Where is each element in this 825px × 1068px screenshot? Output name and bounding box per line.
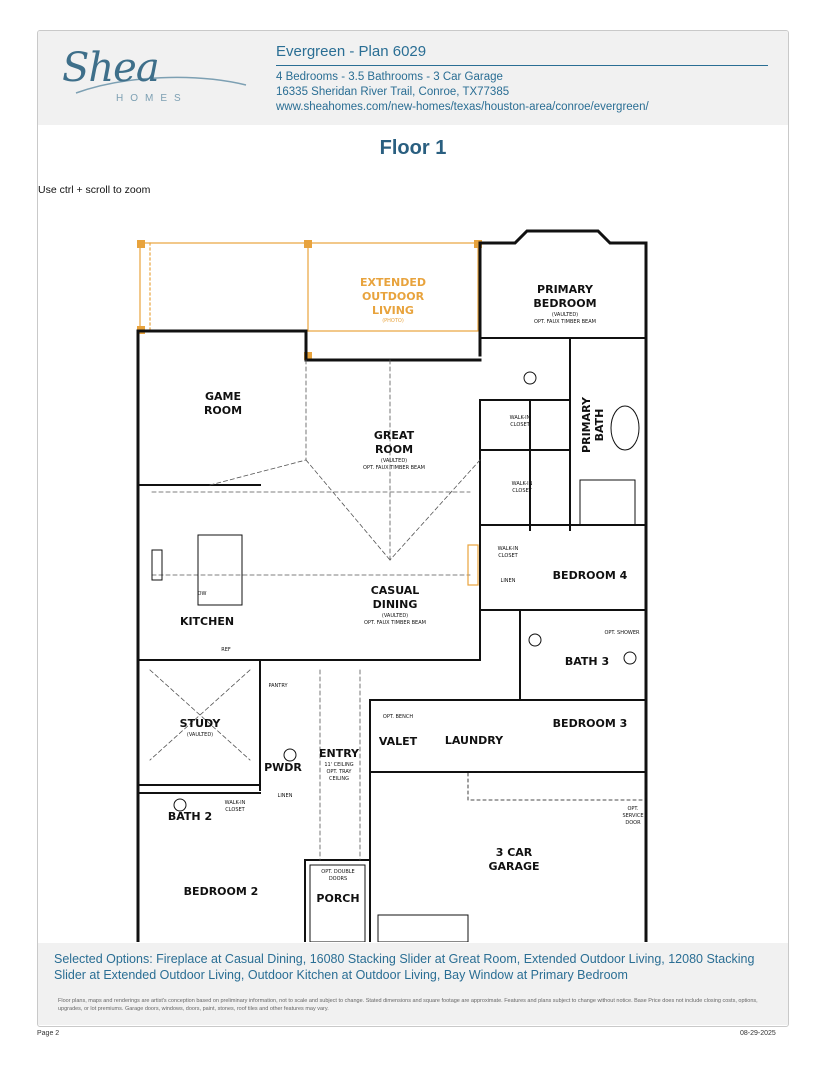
- great-room-sub2: OPT. FAUX TIMBER BEAM: [363, 465, 425, 471]
- porch-label: PORCH: [316, 892, 360, 905]
- walk-in-closet-1-label: WALK-IN: [509, 415, 531, 421]
- garage-label-2: GARAGE: [488, 860, 540, 873]
- bath-3-label: BATH 3: [564, 655, 610, 668]
- walk-in-closet-4-label-2: CLOSET: [225, 807, 245, 813]
- selected-options-text: Selected Options: Fireplace at Casual Dining, 16080 Stacking Slider at Great Room, Extended Outdoor Living, 12080 Stacking Slider at Extended Outdoor Living, Outdoor Kitchen at Outdoor Living, Bay Window at Primary Bedroom: [54, 952, 755, 982]
- walk-in-closet-2-label-2: CLOSET: [512, 488, 532, 494]
- extended-outdoor-living-sub: (PHOTO): [382, 318, 404, 324]
- walk-in-closet-3-label: WALK-IN: [497, 546, 519, 552]
- outdoor-living-outline: [140, 243, 478, 331]
- plan-address: 16335 Sheridan River Trail, Conroe, TX77385: [276, 86, 510, 98]
- dw-label: DW: [197, 591, 207, 597]
- great-room-label-2: ROOM: [374, 443, 414, 456]
- entry-sub-3: CEILING: [329, 776, 349, 782]
- zoom-hint: Use ctrl + scroll to zoom: [38, 184, 151, 196]
- game-room-label-2: ROOM: [203, 404, 243, 417]
- service-door-label-3: DOOR: [625, 820, 641, 826]
- bath-2-label: BATH 2: [167, 810, 213, 823]
- plan-specs: 4 Bedrooms - 3.5 Bathrooms - 3 Car Garage: [276, 71, 503, 83]
- title-rule: [276, 65, 768, 66]
- opt-shower-label: OPT. SHOWER: [604, 630, 640, 636]
- casual-dining-sub1: (VAULTED): [381, 613, 409, 619]
- plan-title: Evergreen - Plan 6029: [276, 43, 427, 60]
- primary-bath-label: PRIMARY: [580, 397, 593, 453]
- valet-label: VALET: [378, 735, 418, 748]
- garage-label: 3 CAR: [495, 846, 533, 859]
- service-door-label-1: OPT.: [627, 806, 639, 812]
- floor-title: Floor 1: [379, 137, 447, 159]
- entry-label: ENTRY: [318, 747, 360, 760]
- primary-bedroom-label: PRIMARY: [537, 283, 593, 296]
- pwdr-label: PWDR: [264, 761, 302, 774]
- page-number: Page 2: [37, 1030, 60, 1037]
- shower-icon: [580, 480, 635, 525]
- ref-label: REF: [221, 647, 231, 653]
- porch-door-label-1: OPT. DOUBLE: [321, 869, 355, 875]
- walk-in-closet-4-label: WALK-IN: [224, 800, 246, 806]
- primary-bedroom-sub1: (VAULTED): [551, 312, 579, 318]
- linen-1-label: LINEN: [500, 578, 516, 584]
- toilet-icon: [524, 372, 536, 384]
- bedroom-2-label: BEDROOM 2: [183, 885, 259, 898]
- primary-bath-label-2: BATH: [593, 408, 606, 442]
- service-door-label-2: SERVICE: [622, 813, 644, 819]
- bedroom-3-label: BEDROOM 3: [552, 717, 628, 730]
- great-room-label: GREAT: [373, 429, 415, 442]
- game-room-label: GAME: [204, 390, 242, 403]
- porch-door-label-2: DOORS: [328, 876, 348, 882]
- shea-homes-logo: [56, 45, 256, 115]
- walk-in-closet-1-label-2: CLOSET: [510, 422, 530, 428]
- plan-url[interactable]: www.sheahomes.com/new-homes/texas/houston-area/conroe/evergreen/: [276, 101, 649, 113]
- extended-outdoor-living-label-2: OUTDOOR: [361, 290, 425, 303]
- linen-2-label: LINEN: [277, 793, 293, 799]
- walk-in-closet-2-label: WALK-IN: [511, 481, 533, 487]
- pantry-label: PANTRY: [268, 683, 288, 689]
- casual-dining-label-2: DINING: [372, 598, 418, 611]
- laundry-label: LAUNDRY: [444, 734, 504, 747]
- bathtub-icon: [611, 406, 639, 450]
- logo-sub-text: HOMES: [116, 93, 188, 104]
- print-date: 08-29-2025: [740, 1030, 776, 1037]
- entry-sub-2: OPT. TRAY: [326, 769, 352, 775]
- study-sub: (VAULTED): [186, 732, 214, 738]
- extended-outdoor-living-label: EXTENDED: [360, 276, 426, 289]
- casual-dining-sub2: OPT. FAUX TIMBER BEAM: [364, 620, 426, 626]
- fireplace-icon: [468, 545, 478, 585]
- entry-sub-1: 11' CEILING: [324, 762, 354, 768]
- kitchen-label: KITCHEN: [179, 615, 235, 628]
- disclaimer-text: Floor plans, maps and renderings are artist's conception based on preliminary information, not to scale and subject to change. Stated dimensions and square footage are approximate. Features and plans subject to change without notice. Base Price does not include closing costs, options, upgrades, or lot premiums. Garage doors, windows, doors, paint, stones, roof tiles and other features may vary.: [58, 998, 758, 1012]
- bedroom-4-label: BEDROOM 4: [552, 569, 628, 582]
- header-band: [38, 31, 788, 125]
- great-room-sub1: (VAULTED): [380, 458, 408, 464]
- primary-bedroom-label-2: BEDROOM: [533, 297, 597, 310]
- walk-in-closet-3-label-2: CLOSET: [498, 553, 518, 559]
- casual-dining-label: CASUAL: [370, 584, 420, 597]
- floor-plan: [90, 200, 670, 942]
- opt-bench-label: OPT. BENCH: [382, 714, 414, 720]
- logo-script-text: Shea: [62, 45, 159, 91]
- primary-bedroom-sub2: OPT. FAUX TIMBER BEAM: [534, 319, 596, 325]
- selected-options-panel: [38, 943, 788, 1025]
- study-label: STUDY: [179, 717, 221, 730]
- extended-outdoor-living-label-3: LIVING: [372, 304, 414, 317]
